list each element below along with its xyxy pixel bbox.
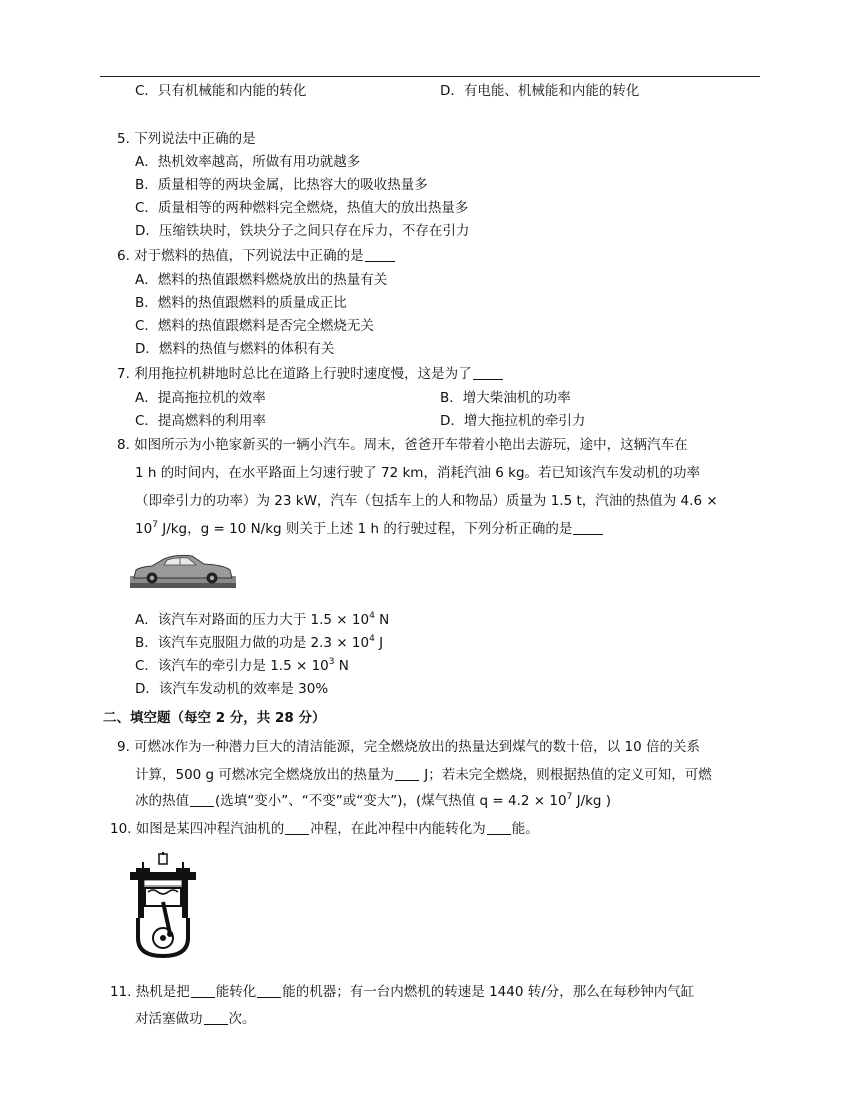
answer-blank [573, 520, 603, 535]
q8-line-3: （即牵引力的功率）为 23 kW，汽车（包括车上的人和物品）质量为 1.5 t，汽油的热值为 4.6 × [135, 493, 718, 509]
answer-blank [204, 1010, 228, 1025]
answer-blank [191, 983, 215, 998]
q9-line-2: 计算，500 g 可燃冰完全燃烧放出的热量为 J；若未完全燃烧，则根据热值的定义可知，可燃 [135, 767, 712, 783]
car-figure [130, 550, 236, 588]
q9-line-3: 冰的热值 (选填“变小”、“不变”或“变大”)，(煤气热值 $q = 4.2 \times 10^7$ J/kg ) [135, 792, 612, 809]
q8-line-2: 1 h 的时间内，在水平路面上匀速行驶了 72 km，消耗汽油 6 kg。若已知该汽车发动机的功率 [135, 465, 701, 481]
answer-blank [285, 820, 309, 835]
q11-line-2: 对活塞做功 次。 [135, 1011, 256, 1027]
q8-option-a: A．该汽车对路面的压力大于 $1.5 \times 10^4$ N [135, 611, 390, 628]
q8-option-b: B．该汽车克服阻力做的功是 $2.3 \times 10^4$ J [135, 634, 384, 651]
section-title: 二、填空题（每空 2 分，共 28 分） [103, 710, 326, 726]
q6-option-a: A．燃料的热值跟燃料燃烧放出的热量有关 [135, 272, 388, 288]
answer-blank [257, 983, 281, 998]
answer-blank [365, 247, 395, 262]
q7-option-c: C．提高燃料的利用率 [135, 413, 266, 429]
question-11: 11. 热机是把 能转化 能的机器；有一台内燃机的转速是 1440 转/分，那么在每秒钟内气缸 [110, 984, 695, 1000]
answer-blank [473, 365, 503, 380]
answer-blank [395, 766, 419, 781]
question-8: 8. 如图所示为小艳家新买的一辆小汽车。周末，爸爸开车带着小艳出去游玩，途中，这辆汽车在 [117, 437, 688, 453]
option-c: C．只有机械能和内能的转化 [135, 83, 307, 99]
q8-option-d: D．该汽车发动机的效率是 30% [135, 681, 329, 697]
q6-option-b: B．燃料的热值跟燃料的质量成正比 [135, 295, 347, 311]
option-d: D．有电能、机械能和内能的转化 [440, 83, 640, 99]
question-7: 7. 利用拖拉机耕地时总比在道路上行驶时速度慢，这是为了 [117, 364, 504, 384]
q7-option-b: B．增大柴油机的功率 [440, 390, 571, 406]
question-9: 9. 可燃冰作为一种潜力巨大的清洁能源，完全燃烧放出的热量达到煤气的数十倍，以 10 倍的关系 [117, 739, 700, 755]
answer-blank [487, 820, 511, 835]
engine-figure [128, 852, 198, 960]
q8-option-c: C．该汽车的牵引力是 $1.5 \times 10^3$ N [135, 657, 349, 674]
q7-option-d: D．增大拖拉机的牵引力 [440, 413, 586, 429]
q7-option-a: A．提高拖拉机的效率 [135, 390, 266, 406]
header-rule [100, 76, 760, 77]
question-5: 5. 下列说法中正确的是 [117, 131, 256, 147]
answer-blank [190, 792, 214, 807]
q5-option-d: D．压缩铁块时，铁块分子之间只存在斥力，不存在引力 [135, 223, 470, 239]
q6-option-d: D．燃料的热值与燃料的体积有关 [135, 341, 335, 357]
q5-option-a: A．热机效率越高，所做有用功就越多 [135, 154, 361, 170]
q8-line-4: $10^7$ J/kg，g = 10 N/kg 则关于上述 1 h 的行驶过程，下列分析正确的是 [135, 519, 604, 539]
q5-option-b: B．质量相等的两块金属，比热容大的吸收热量多 [135, 177, 428, 193]
question-10: 10. 如图是某四冲程汽油机的 冲程，在此冲程中内能转化为 能。 [110, 821, 539, 837]
q5-option-c: C．质量相等的两种燃料完全燃烧，热值大的放出热量多 [135, 200, 469, 216]
question-6: 6. 对于燃料的热值，下列说法中正确的是 [117, 246, 396, 266]
q6-option-c: C．燃料的热值跟燃料是否完全燃烧无关 [135, 318, 374, 334]
